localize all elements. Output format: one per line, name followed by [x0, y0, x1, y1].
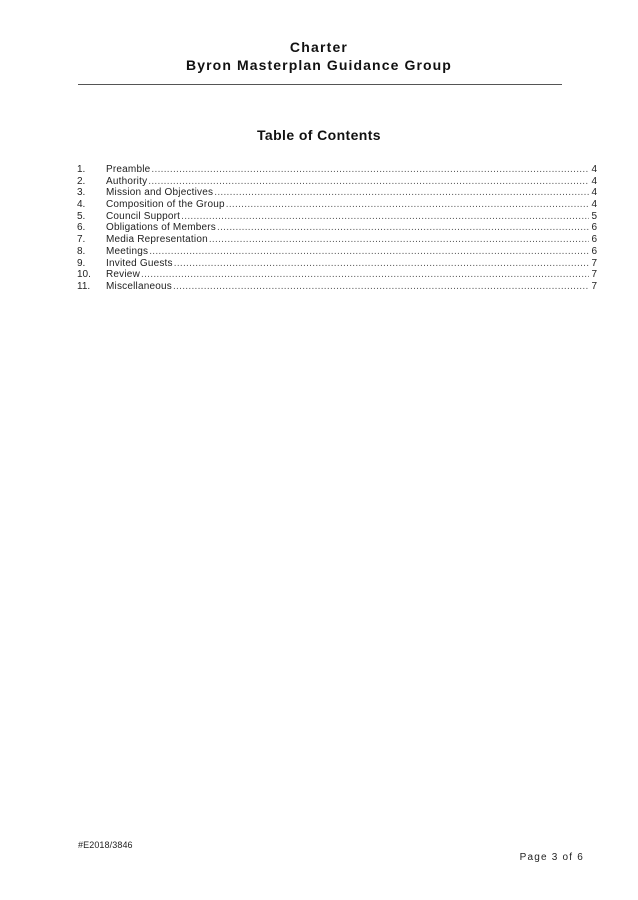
toc-dot-leader [214, 187, 589, 199]
table-of-contents [77, 164, 597, 293]
toc-entry-preamble[interactable] [77, 164, 597, 176]
toc-entry-label: Obligations of Members [106, 222, 217, 234]
toc-entry-number: 4. [77, 199, 86, 211]
toc-entry-label: Mission and Objectives [106, 187, 214, 199]
toc-entry-label: Meetings [106, 245, 149, 257]
toc-entry-obligations-of-members[interactable] [77, 222, 597, 234]
toc-entry-miscellaneous[interactable] [77, 281, 597, 293]
toc-entry-label: Miscellaneous [106, 280, 172, 292]
toc-entry-number: 3. [77, 187, 86, 199]
toc-entry-page: 6 [591, 234, 597, 246]
document-reference-number: #E2018/3846 [78, 840, 133, 850]
toc-entry-page: 7 [591, 257, 597, 269]
toc-heading: Table of Contents [257, 127, 381, 143]
toc-entry-number: 2. [77, 175, 86, 187]
toc-entry-label: Composition of the Group [106, 199, 225, 211]
toc-entry-page: 4 [591, 199, 597, 211]
toc-entry-meetings[interactable] [77, 246, 597, 258]
header-divider [78, 84, 562, 85]
toc-dot-leader [217, 222, 589, 234]
toc-entry-page: 6 [591, 245, 597, 257]
header-title: Charter [289, 39, 349, 55]
toc-entry-number: 10. [77, 269, 91, 281]
header-subtitle: Byron Masterplan Guidance Group [186, 57, 452, 73]
toc-dot-leader [141, 269, 589, 281]
page-number: Page 3 of 6 [519, 852, 584, 863]
document-header [0, 38, 638, 74]
toc-entry-page: 4 [591, 187, 597, 199]
toc-entry-label: Invited Guests [106, 257, 173, 269]
toc-dot-leader [209, 234, 589, 246]
toc-entry-page: 4 [591, 175, 597, 187]
toc-entry-media-representation[interactable] [77, 234, 597, 246]
toc-entry-label: Review [106, 269, 140, 281]
toc-entry-label: Media Representation [106, 234, 208, 246]
toc-entry-page: 7 [591, 269, 597, 281]
toc-dot-leader [148, 176, 589, 188]
toc-entry-review[interactable] [77, 269, 597, 281]
toc-entry-number: 6. [77, 222, 86, 234]
toc-entry-label: Council Support [106, 210, 181, 222]
toc-entry-page: 7 [591, 280, 597, 292]
toc-entry-page: 6 [591, 222, 597, 234]
toc-dot-leader [181, 211, 589, 223]
toc-entry-number: 9. [77, 257, 86, 269]
toc-entry-number: 5. [77, 210, 86, 222]
toc-entry-composition-of-the-group[interactable] [77, 199, 597, 211]
toc-entry-number: 1. [77, 164, 86, 175]
toc-entry-number: 8. [77, 245, 86, 257]
toc-dot-leader [173, 281, 589, 293]
toc-entry-mission-and-objectives[interactable] [77, 187, 597, 199]
toc-entry-label: Preamble [106, 164, 151, 175]
toc-entry-council-support[interactable] [77, 211, 597, 223]
toc-entry-page: 5 [591, 210, 597, 222]
toc-dot-leader [174, 258, 589, 270]
toc-dot-leader [151, 164, 589, 176]
toc-entry-authority[interactable] [77, 176, 597, 188]
toc-entry-number: 11. [77, 280, 91, 292]
toc-entry-invited-guests[interactable] [77, 258, 597, 270]
toc-entry-label: Authority [106, 175, 148, 187]
toc-dot-leader [149, 246, 589, 258]
toc-entry-page: 4 [591, 164, 597, 175]
toc-entry-number: 7. [77, 234, 86, 246]
toc-dot-leader [226, 199, 589, 211]
